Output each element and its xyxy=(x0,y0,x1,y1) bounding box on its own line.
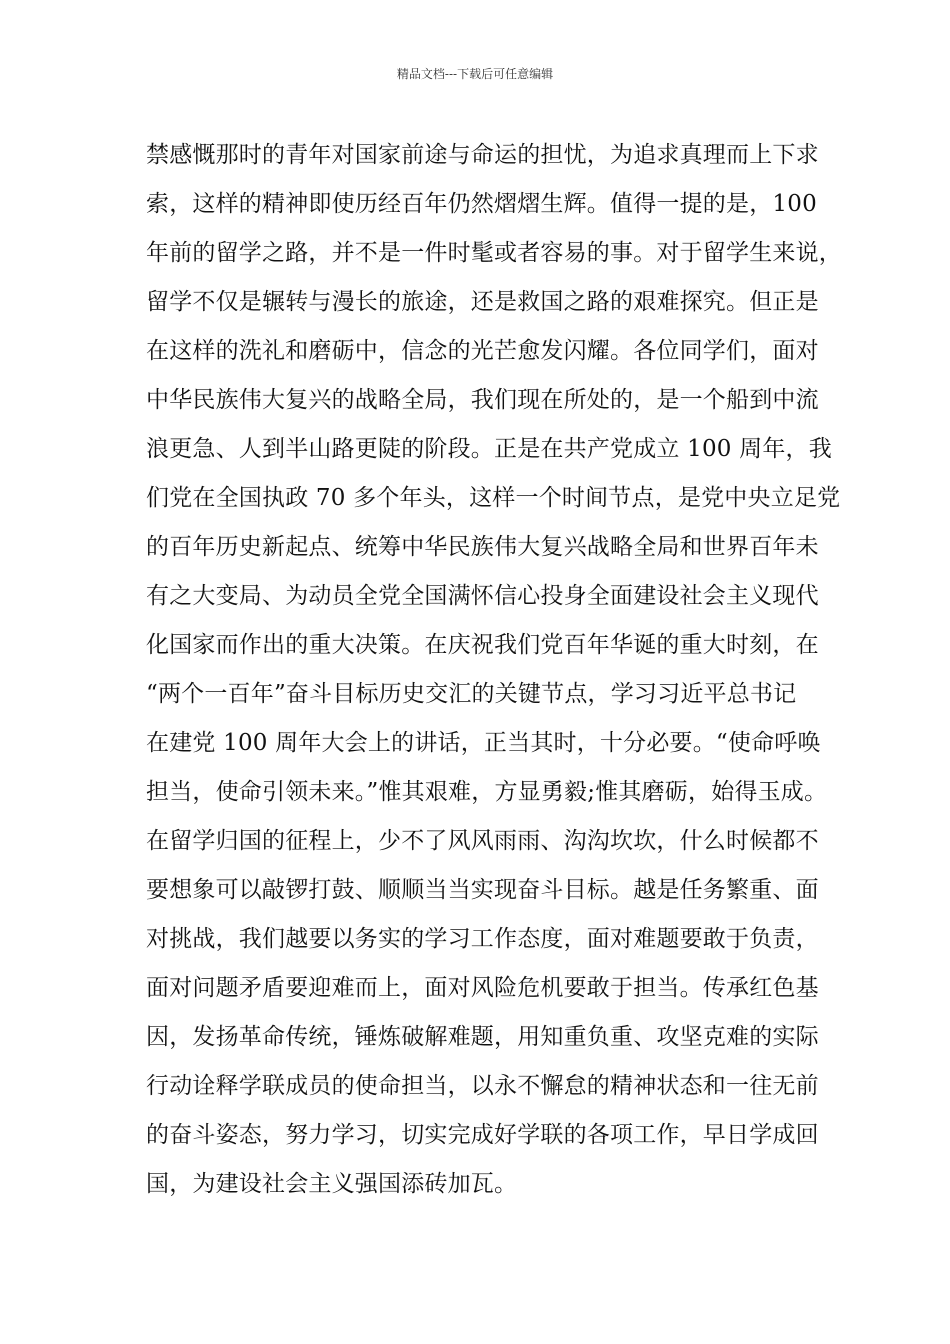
page-header: 精品文档---下载后可任意编辑 xyxy=(396,67,554,81)
body-text-line: 在建党 100 周年大会上的讲话，正当其时，十分必要。“使命呼唤 xyxy=(146,730,821,756)
body-text-line: 禁感慨那时的青年对国家前途与命运的担忧，为追求真理而上下求 xyxy=(146,142,819,168)
body-text-line: 年前的留学之路，并不是一件时髦或者容易的事。对于留学生来说， xyxy=(146,240,842,266)
body-text-line: 们党在全国执政 70 多个年头，这样一个时间节点，是党中央立足党 xyxy=(146,485,841,511)
body-text-line: 在这样的洗礼和磨砺中，信念的光芒愈发闪耀。各位同学们，面对 xyxy=(146,338,819,364)
body-text-line: 行动诠释学联成员的使命担当，以永不懈怠的精神状态和一往无前 xyxy=(146,1073,819,1099)
body-text-line: 的百年历史新起点、统筹中华民族伟大复兴战略全局和世界百年未 xyxy=(146,534,819,560)
body-text-line: 面对问题矛盾要迎难而上，面对风险危机要敢于担当。传承红色基 xyxy=(146,975,819,1001)
body-text-line: 中华民族伟大复兴的战略全局，我们现在所处的，是一个船到中流 xyxy=(146,387,819,413)
body-text-line: 化国家而作出的重大决策。在庆祝我们党百年华诞的重大时刻，在 xyxy=(146,632,819,658)
document-body xyxy=(146,131,842,1209)
body-text-line: 的奋斗姿态，努力学习，切实完成好学联的各项工作，早日学成回 xyxy=(146,1122,819,1148)
body-text-line: 国，为建设社会主义强国添砖加瓦。 xyxy=(146,1171,518,1197)
body-text-line: 担当，使命引领未来。”惟其艰难，方显勇毅;惟其磨砺，始得玉成。 xyxy=(146,779,828,805)
body-text-line: 有之大变局、为动员全党全国满怀信心投身全面建设社会主义现代 xyxy=(146,583,819,609)
body-text-line: 在留学归国的征程上，少不了风风雨雨、沟沟坎坎，什么时候都不 xyxy=(146,828,819,854)
body-text-line: “两个一百年”奋斗目标历史交汇的关键节点，学习习近平总书记 xyxy=(146,681,797,707)
body-text-line: 因，发扬革命传统，锤炼破解难题，用知重负重、攻坚克难的实际 xyxy=(146,1024,819,1050)
body-text-line: 留学不仅是辗转与漫长的旅途，还是救国之路的艰难探究。但正是 xyxy=(146,289,819,315)
body-text-line: 要想象可以敲锣打鼓、顺顺当当实现奋斗目标。越是任务繁重、面 xyxy=(146,877,819,903)
body-text-line: 索，这样的精神即使历经百年仍然熠熠生辉。值得一提的是，100 xyxy=(146,191,817,217)
body-text-line: 对挑战，我们越要以务实的学习工作态度，面对难题要敢于负责， xyxy=(146,926,819,952)
body-text-line: 浪更急、人到半山路更陡的阶段。正是在共产党成立 100 周年，我 xyxy=(146,436,832,462)
